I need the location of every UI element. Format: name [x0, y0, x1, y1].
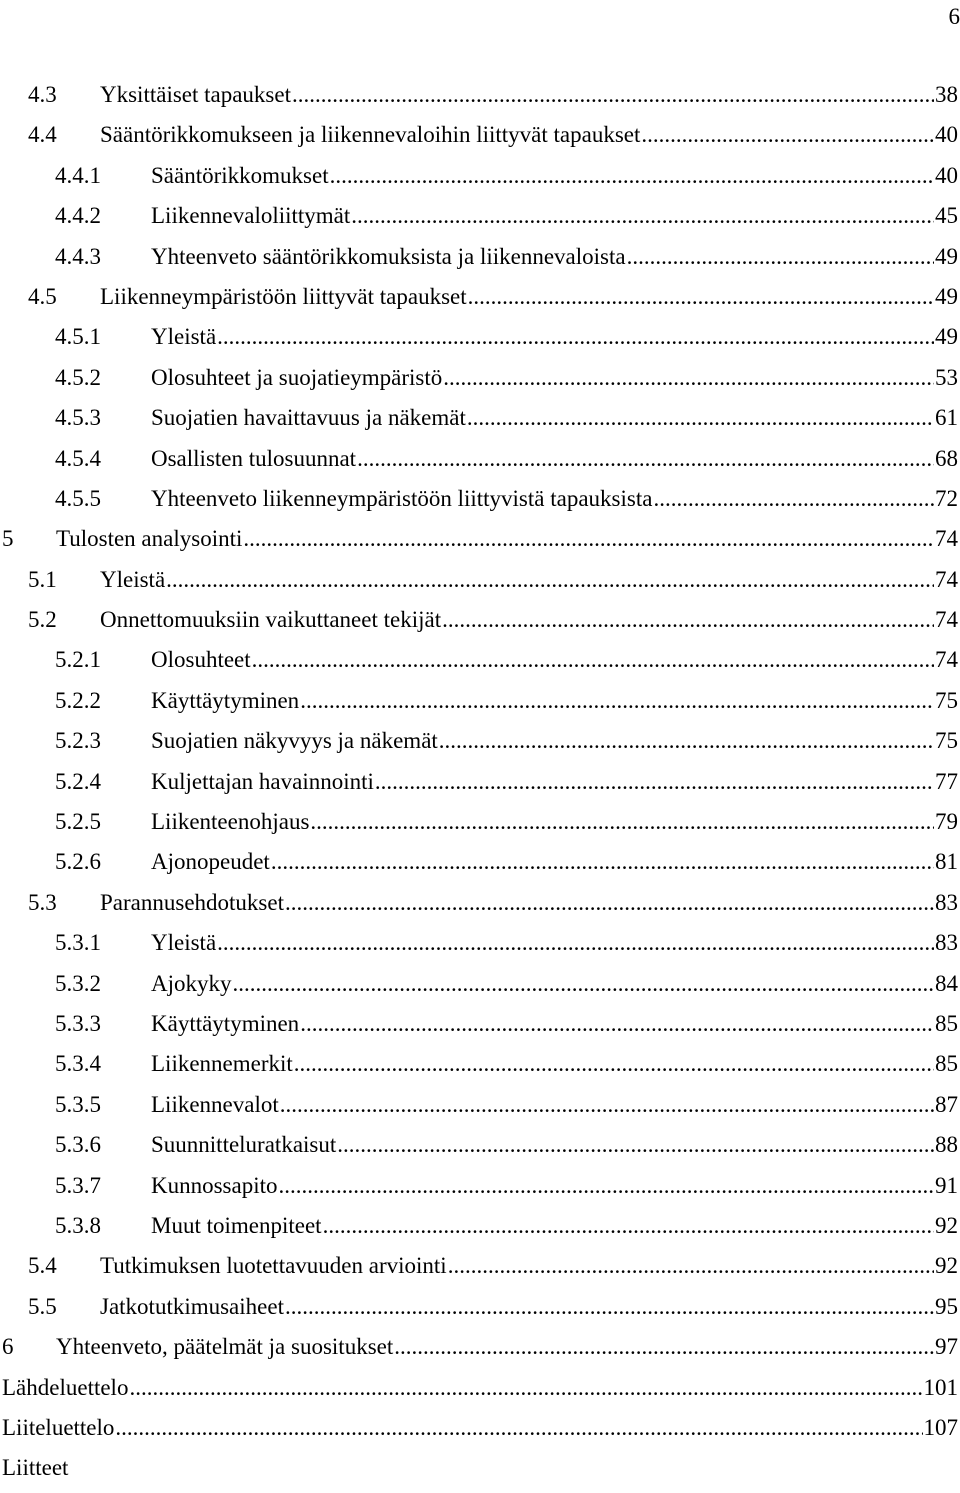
toc-entry[interactable] [0, 1009, 958, 1049]
dot-leader [280, 1090, 934, 1120]
toc-entry[interactable] [0, 1049, 958, 1089]
toc-entry-number: 5.3.4 [55, 1049, 101, 1079]
toc-entry-number: 5.2 [28, 605, 57, 635]
toc-entry-title: Jatkotutkimusaiheet [100, 1292, 285, 1322]
dot-leader [233, 969, 935, 999]
toc-entry-number: 5.1 [28, 565, 57, 595]
toc-entry-title: Yleistä [100, 565, 166, 595]
toc-entry-appendices[interactable] [0, 1453, 958, 1493]
toc-entry-line [151, 645, 958, 675]
toc-entry-title: Yhteenveto sääntörikkomuksista ja liikennevaloista [151, 242, 627, 272]
toc-entry[interactable] [0, 928, 958, 968]
toc-entry-number: 5.3 [28, 888, 57, 918]
toc-entry-title: Yleistä [151, 322, 217, 352]
toc-entry-number: 4.5.1 [55, 322, 101, 352]
toc-entry[interactable] [0, 1251, 958, 1291]
toc-entry-number: 5.3.8 [55, 1211, 101, 1241]
toc-entry[interactable] [0, 1090, 958, 1130]
toc-entry-number: 4.5.5 [55, 484, 101, 514]
toc-entry-page: 74 [934, 645, 958, 675]
toc-entry-title: Suojatien havaittavuus ja näkemät [151, 403, 467, 433]
toc-entry-page: 61 [934, 403, 958, 433]
toc-entry-page: 92 [934, 1211, 958, 1241]
toc-entry-number: 4.5.4 [55, 444, 101, 474]
toc-entry-number: 4.4.2 [55, 201, 101, 231]
toc-entry[interactable] [0, 80, 958, 120]
toc-entry-page: 91 [934, 1171, 958, 1201]
toc-entry-page: 74 [934, 605, 958, 635]
toc-entry-title: Kuljettajan havainnointi [151, 767, 375, 797]
toc-entry-line [100, 565, 958, 595]
toc-entry[interactable] [0, 847, 958, 887]
toc-entry[interactable] [0, 767, 958, 807]
toc-entry-title: Yhteenveto liikenneympäristöön liittyvistä tapauksista [151, 484, 653, 514]
toc-entry[interactable] [0, 1211, 958, 1251]
toc-entry-line [151, 242, 958, 272]
dot-leader [641, 120, 934, 150]
toc-entry-title: Sääntörikkomukseen ja liikennevaloihin liittyvät tapaukset [100, 120, 641, 150]
toc-entry-line [151, 807, 958, 837]
toc-entry-line [151, 1090, 958, 1120]
dot-leader [271, 847, 934, 877]
toc-entry-number: 5.5 [28, 1292, 57, 1322]
toc-entry-number: 5.2.2 [55, 686, 101, 716]
dot-leader [300, 1009, 934, 1039]
toc-entry-title: Suojatien näkyvyys ja näkemät [151, 726, 439, 756]
toc-entry-line [151, 201, 958, 231]
toc-entry-title: Sääntörikkomukset [151, 161, 330, 191]
toc-entry-number: 5.2.4 [55, 767, 101, 797]
toc-entry-line [100, 282, 958, 312]
dot-leader [653, 484, 934, 514]
dot-leader [337, 1130, 934, 1160]
toc-entry-page: 83 [934, 928, 958, 958]
toc-entry-number: 5.4 [28, 1251, 57, 1281]
toc-entry-line [151, 1211, 958, 1241]
toc-entry[interactable] [0, 807, 958, 847]
toc-entry-title: Onnettomuuksiin vaikuttaneet tekijät [100, 605, 442, 635]
toc-entry-page: 88 [934, 1130, 958, 1160]
toc-entry-number: 5.3.3 [55, 1009, 101, 1039]
toc-entry-line [151, 928, 958, 958]
toc-entry[interactable] [0, 1171, 958, 1211]
toc-entry-page: 72 [934, 484, 958, 514]
toc-entry-page: 107 [923, 1413, 959, 1443]
toc-entry-page: 49 [934, 242, 958, 272]
toc-entry-number: 5.3.2 [55, 969, 101, 999]
toc-entry-number: 5 [2, 524, 14, 554]
toc-entry-number: 5.2.6 [55, 847, 101, 877]
toc-entry-page: 81 [934, 847, 958, 877]
toc-entry-line [100, 1251, 958, 1281]
toc-entry-title: Parannusehdotukset [100, 888, 285, 918]
dot-leader [285, 1292, 934, 1322]
dot-leader [467, 403, 934, 433]
toc-entry-page: 75 [934, 726, 958, 756]
toc-entry-line [2, 1373, 958, 1403]
toc-entry-number: 4.5 [28, 282, 57, 312]
toc-entry-title: Tulosten analysointi [56, 524, 243, 554]
toc-entry-number: 5.3.5 [55, 1090, 101, 1120]
dot-leader [285, 888, 934, 918]
toc-entry-title: Lähdeluettelo [2, 1373, 129, 1403]
toc-entry-number: 5.2.5 [55, 807, 101, 837]
toc-entry-page: 40 [934, 120, 958, 150]
toc-entry-number: 5.3.1 [55, 928, 101, 958]
toc-entry-page: 49 [934, 322, 958, 352]
toc-entry[interactable] [0, 888, 958, 928]
toc-entry-page: 40 [934, 161, 958, 191]
toc-entry-number: 4.4 [28, 120, 57, 150]
toc-entry-line [151, 767, 958, 797]
dot-leader [351, 201, 934, 231]
toc-entry-page: 68 [934, 444, 958, 474]
toc-entry-line [151, 1049, 958, 1079]
toc-entry-title: Ajokyky [151, 969, 233, 999]
toc-entry-page: 95 [934, 1292, 958, 1322]
toc-entry-page: 77 [934, 767, 958, 797]
toc-entry-title: Liikenneympäristöön liittyvät tapaukset [100, 282, 468, 312]
dot-leader [300, 686, 934, 716]
toc-entry-page: 45 [934, 201, 958, 231]
toc-entry[interactable] [0, 484, 958, 524]
dot-leader [627, 242, 934, 272]
toc-entry[interactable] [0, 1130, 958, 1170]
toc-entry-number: 6 [2, 1332, 14, 1362]
toc-entry-line [151, 363, 958, 393]
toc-entry[interactable] [0, 1373, 958, 1413]
dot-leader [439, 726, 934, 756]
dot-leader [394, 1332, 934, 1362]
toc-entry[interactable] [0, 1413, 958, 1453]
toc-entry[interactable] [0, 1332, 958, 1372]
dot-leader [468, 282, 934, 312]
toc-entry-line [151, 322, 958, 352]
toc-entry-number: 4.4.3 [55, 242, 101, 272]
toc-entry-page: 92 [934, 1251, 958, 1281]
toc-entry[interactable] [0, 605, 958, 645]
toc-entry-line [151, 484, 958, 514]
toc-entry-title: Ajonopeudet [151, 847, 271, 877]
toc-entry-line [151, 1009, 958, 1039]
toc-entry-page: 87 [934, 1090, 958, 1120]
table-of-contents [0, 80, 958, 1493]
toc-entry-line [151, 726, 958, 756]
toc-entry[interactable] [0, 242, 958, 282]
toc-entry-page: 74 [934, 524, 958, 554]
toc-entry-page: 85 [934, 1009, 958, 1039]
toc-entry-title: Liitteet [2, 1453, 68, 1483]
toc-entry-title: Liikenteenohjaus [151, 807, 310, 837]
toc-entry[interactable] [0, 403, 958, 443]
toc-entry-line [151, 444, 958, 474]
toc-entry-line [100, 888, 958, 918]
toc-entry[interactable] [0, 120, 958, 160]
dot-leader [330, 161, 934, 191]
toc-entry-line [151, 161, 958, 191]
toc-entry-number: 4.3 [28, 80, 57, 110]
dot-leader [443, 363, 934, 393]
toc-entry[interactable] [0, 686, 958, 726]
dot-leader [294, 1049, 934, 1079]
toc-entry[interactable] [0, 201, 958, 241]
toc-entry-page: 97 [934, 1332, 958, 1362]
dot-leader [279, 1171, 935, 1201]
toc-entry-line [100, 80, 958, 110]
toc-entry-title: Tutkimuksen luotettavuuden arviointi [100, 1251, 448, 1281]
dot-leader [357, 444, 934, 474]
toc-entry-page: 38 [934, 80, 958, 110]
toc-entry-line [100, 120, 958, 150]
toc-entry-number: 4.5.2 [55, 363, 101, 393]
toc-entry-page: 53 [934, 363, 958, 393]
toc-entry-page: 79 [934, 807, 958, 837]
toc-entry-page: 84 [934, 969, 958, 999]
toc-entry-title: Yleistä [151, 928, 217, 958]
toc-entry-line [2, 1413, 958, 1443]
toc-entry-title: Olosuhteet [151, 645, 252, 675]
toc-entry[interactable] [0, 645, 958, 685]
dot-leader [243, 524, 934, 554]
dot-leader [292, 80, 934, 110]
toc-entry-number: 5.3.6 [55, 1130, 101, 1160]
toc-entry-page: 83 [934, 888, 958, 918]
dot-leader [217, 928, 934, 958]
dot-leader [375, 767, 934, 797]
toc-entry-title: Osallisten tulosuunnat [151, 444, 357, 474]
toc-entry-title: Liikennevalot [151, 1090, 280, 1120]
toc-entry[interactable] [0, 565, 958, 605]
toc-entry-title: Kunnossapito [151, 1171, 279, 1201]
toc-entry-page: 75 [934, 686, 958, 716]
dot-leader [310, 807, 934, 837]
toc-entry-line [56, 524, 958, 554]
dot-leader [442, 605, 934, 635]
toc-entry[interactable] [0, 524, 958, 564]
toc-entry-page: 49 [934, 282, 958, 312]
toc-entry-line [151, 403, 958, 433]
toc-entry[interactable] [0, 444, 958, 484]
toc-entry-line [151, 686, 958, 716]
toc-entry-page: 85 [934, 1049, 958, 1079]
dot-leader [166, 565, 934, 595]
toc-entry-number: 4.5.3 [55, 403, 101, 433]
toc-entry[interactable] [0, 161, 958, 201]
toc-entry[interactable] [0, 969, 958, 1009]
toc-entry-number: 5.2.3 [55, 726, 101, 756]
dot-leader [252, 645, 934, 675]
dot-leader [448, 1251, 934, 1281]
toc-entry-line [151, 1171, 958, 1201]
dot-leader [115, 1413, 922, 1443]
toc-entry-title: Liiteluettelo [2, 1413, 115, 1443]
dot-leader [323, 1211, 934, 1241]
toc-entry-title: Yksittäiset tapaukset [100, 80, 292, 110]
toc-entry-line [100, 605, 958, 635]
page-number: 6 [949, 2, 960, 32]
toc-entry-number: 5.3.7 [55, 1171, 101, 1201]
toc-entry-page: 74 [934, 565, 958, 595]
toc-entry-line [151, 1130, 958, 1160]
toc-entry-title: Liikennemerkit [151, 1049, 294, 1079]
toc-entry-title: Käyttäytyminen [151, 1009, 300, 1039]
toc-entry[interactable] [0, 282, 958, 322]
dot-leader [129, 1373, 922, 1403]
toc-entry-title: Suunnitteluratkaisut [151, 1130, 337, 1160]
toc-entry-line [100, 1292, 958, 1322]
toc-entry-title: Muut toimenpiteet [151, 1211, 323, 1241]
toc-entry-title: Käyttäytyminen [151, 686, 300, 716]
toc-entry-title: Liikennevaloliittymät [151, 201, 351, 231]
toc-entry-title: Olosuhteet ja suojatieympäristö [151, 363, 443, 393]
toc-entry-page: 101 [923, 1373, 959, 1403]
toc-entry[interactable] [0, 726, 958, 766]
toc-entry[interactable] [0, 1292, 958, 1332]
toc-entry-line [151, 969, 958, 999]
toc-entry[interactable] [0, 322, 958, 362]
toc-entry-number: 4.4.1 [55, 161, 101, 191]
toc-entry-title: Yhteenveto, päätelmät ja suositukset [56, 1332, 394, 1362]
toc-entry-number: 5.2.1 [55, 645, 101, 675]
dot-leader [217, 322, 934, 352]
toc-entry[interactable] [0, 363, 958, 403]
toc-entry-line [151, 847, 958, 877]
toc-entry-line [56, 1332, 958, 1362]
